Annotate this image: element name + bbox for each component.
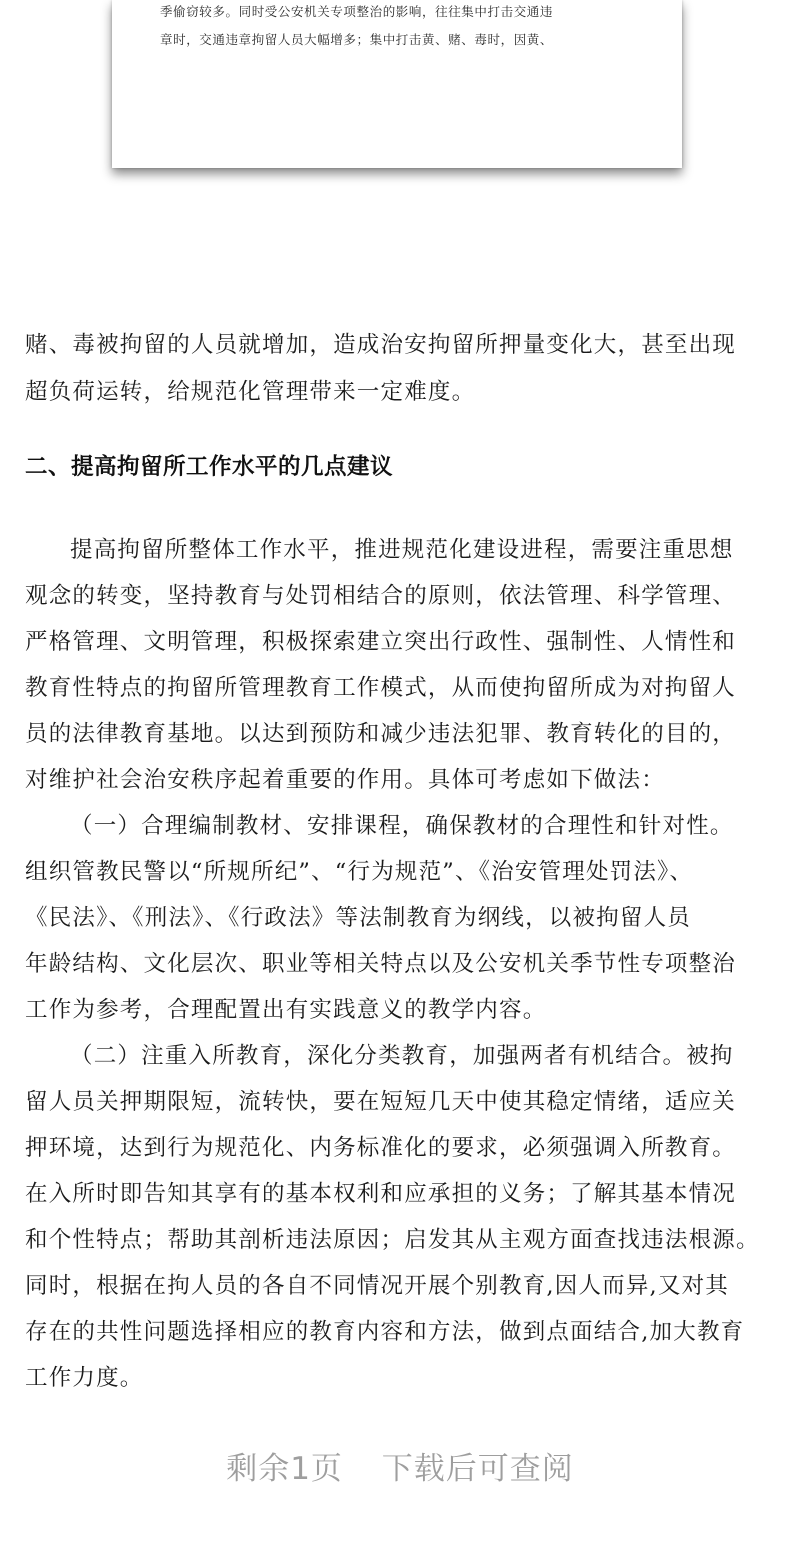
- body-text-line: 和个性特点；帮助其剖析违法原因；启发其从主观方面查找违法根源。: [25, 1227, 760, 1253]
- body-text-line: 教育性特点的拘留所管理教育工作模式，从而使拘留所成为对拘留人: [25, 675, 737, 701]
- card-text-line: 季偷窃较多。同时受公安机关专项整治的影响，往往集中打击交通违: [160, 4, 554, 19]
- body-text-line: 工作为参考，合理配置出有实践意义的教学内容。: [25, 997, 547, 1023]
- body-text-line: 在入所时即告知其享有的基本权利和应承担的义务；了解其基本情况: [25, 1181, 737, 1207]
- card-text-line: 章时，交通违章拘留人员大幅增多；集中打击黄、赌、毒时，因黄、: [160, 32, 554, 47]
- body-text-line: 提高拘留所整体工作水平，推进规范化建设进程，需要注重思想: [70, 537, 734, 563]
- previous-page-card: [112, 0, 682, 168]
- body-text-line: （二）注重入所教育，深化分类教育，加强两者有机结合。被拘: [70, 1043, 734, 1069]
- body-text-line: 存在的共性问题选择相应的教育内容和方法，做到点面结合,加大教育: [25, 1319, 745, 1345]
- body-text-line: 同时，根据在拘人员的各自不同情况开展个别教育,因人而异,又对其: [25, 1273, 730, 1299]
- body-text-line: 组织管教民警以“所规所纪”、“行为规范”、《治安管理处罚法》、: [25, 859, 694, 885]
- body-text-line: 对维护社会治安秩序起着重要的作用。具体可考虑如下做法：: [25, 767, 665, 793]
- body-text-line: 年龄结构、文化层次、职业等相关特点以及公安机关季节性专项整治: [25, 951, 737, 977]
- download-to-view-label: 下载后可查阅: [381, 1451, 574, 1487]
- body-text-line: 超负荷运转，给规范化管理带来一定难度。: [25, 379, 476, 405]
- body-text-line: 员的法律教育基地。以达到预防和减少违法犯罪、教育转化的目的，: [25, 721, 737, 747]
- body-text-line: （一）合理编制教材、安排课程，确保教材的合理性和针对性。: [70, 813, 734, 839]
- download-prompt[interactable]: [0, 1448, 800, 1490]
- body-text-line: 赌、毒被拘留的人员就增加，造成治安拘留所押量变化大，甚至出现: [25, 332, 737, 358]
- body-text-line: 工作力度。: [25, 1365, 144, 1391]
- body-text-line: 严格管理、文明管理，积极探索建立突出行政性、强制性、人情性和: [25, 629, 737, 655]
- body-text-line: 观念的转变，坚持教育与处罚相结合的原则，依法管理、科学管理、: [25, 583, 737, 609]
- body-text-line: 押环境，达到行为规范化、内务标准化的要求，必须强调入所教育。: [25, 1135, 737, 1161]
- body-text-line: 《民法》、《刑法》、《行政法》等法制教育为纲线，以被拘留人员: [25, 905, 692, 931]
- section-heading: 二、提高拘留所工作水平的几点建议: [25, 454, 394, 480]
- body-text-line: 留人员关押期限短，流转快，要在短短几天中使其稳定情绪，适应关: [25, 1089, 737, 1115]
- remaining-pages-label: 剩余1页: [226, 1451, 343, 1487]
